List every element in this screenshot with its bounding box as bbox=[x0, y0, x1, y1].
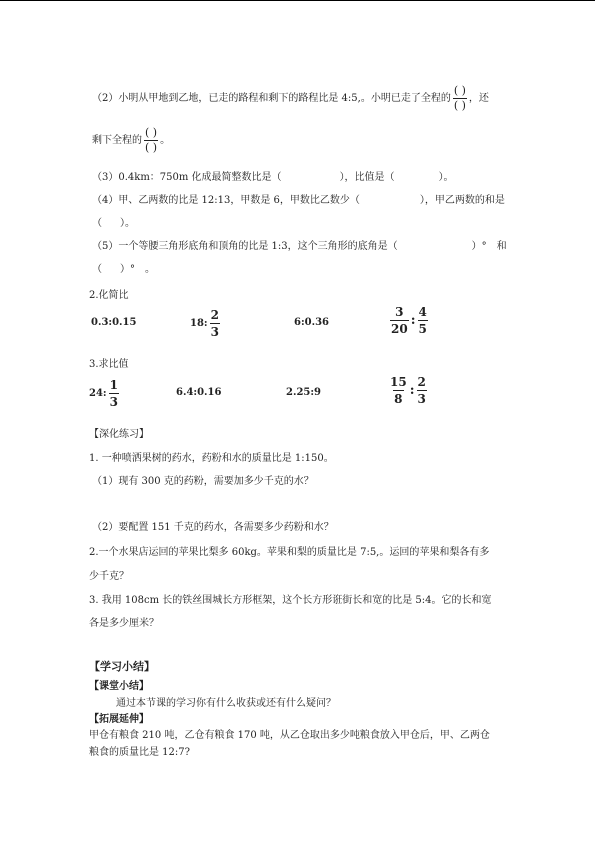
blank-fraction bbox=[144, 126, 158, 155]
numerator: 4 bbox=[418, 305, 427, 319]
deep-problem-2-line-2: 少千克？ bbox=[89, 571, 129, 582]
question-3 bbox=[92, 171, 454, 185]
fraction-denominator-blank: ( ) bbox=[453, 99, 466, 112]
denominator: 3 bbox=[109, 395, 118, 409]
q4-text-d: ）。 bbox=[120, 218, 135, 229]
question-4-line-2 bbox=[92, 217, 135, 231]
numerator: 15 bbox=[390, 375, 407, 389]
q5-text-a: （5）一个等腰三角形底角和顶角的比是 1:3，这个三角形的底角是（ bbox=[92, 241, 398, 252]
fraction-numerator-blank: ( ) bbox=[145, 126, 158, 139]
numerator: 2 bbox=[417, 375, 426, 389]
fraction bbox=[390, 304, 409, 337]
deepening-practice-title: 【深化练习】 bbox=[89, 429, 149, 440]
fraction bbox=[418, 304, 428, 337]
deep-problem-3-line-1: 3. 我用 108cm 长的铁丝围城长方形框架，这个长方形诳街长和宽的比是 5:4。它的长和宽 bbox=[89, 595, 492, 606]
deep-problem-1-part-1: （1）现有 300 克的药粉，需要加多少千克的水？ bbox=[92, 476, 314, 487]
q5-text-d: ）° 。 bbox=[120, 264, 155, 275]
deep-problem-1-part-2: （2）要配置 151 千克的药水，各需要多少药粉和水？ bbox=[92, 522, 334, 533]
q3-text-b: ），比值是（ bbox=[339, 172, 395, 183]
expr-prefix: 24: bbox=[89, 388, 107, 399]
class-summary-title: 【课堂小结】 bbox=[89, 681, 149, 692]
numerator: 3 bbox=[395, 305, 404, 319]
denominator: 20 bbox=[391, 322, 408, 336]
denominator: 3 bbox=[210, 325, 219, 339]
extension-text-line-2: 粮食的质量比是 12:7? bbox=[89, 747, 190, 758]
ratio-value-expr-4 bbox=[387, 374, 429, 407]
ratio-value-expr-2: 6.4:0.16 bbox=[176, 387, 222, 398]
q3-text-c: ）。 bbox=[438, 172, 454, 183]
question-5-line-1 bbox=[92, 240, 507, 254]
question-5-line-2 bbox=[92, 263, 155, 277]
learning-summary-title: 【学习小结】 bbox=[89, 660, 155, 673]
class-summary-text: 通过本节课的学习你有什么收获或还有什么疑问？ bbox=[116, 698, 336, 709]
q5-text-c: （ bbox=[92, 264, 102, 275]
question-4-line-1 bbox=[92, 194, 505, 208]
denominator: 3 bbox=[417, 392, 426, 406]
ratio-value-expr-3: 2.25:9 bbox=[286, 387, 322, 398]
q4-text-b: ），甲乙两数的和是 bbox=[419, 195, 505, 206]
simplify-expr-1: 0.3:0.15 bbox=[91, 317, 137, 328]
section-2-title: 2.化简比 bbox=[89, 290, 129, 301]
fraction-numerator-blank: ( ) bbox=[453, 84, 466, 97]
deep-problem-2-line-1: 2.一个水果店运回的苹果比梨多 60kg。苹果和梨的质量比是 7:5,。运回的苹果和梨各有多 bbox=[89, 547, 490, 558]
simplify-expr-3: 6:0.36 bbox=[294, 317, 330, 328]
q4-text-a: （4）甲、乙两数的比是 12:13，甲数是 6，甲数比乙数少（ bbox=[92, 195, 360, 206]
q2-text-d: 。 bbox=[160, 134, 171, 146]
page-top-rule bbox=[0, 0, 595, 1]
q5-text-b: ）° 和 bbox=[471, 241, 507, 252]
expr-prefix: 18: bbox=[190, 318, 208, 329]
numerator: 2 bbox=[210, 308, 219, 322]
q2-text-b: ，还 bbox=[468, 92, 489, 104]
denominator: 8 bbox=[394, 392, 403, 406]
fraction-denominator-blank: ( ) bbox=[145, 141, 158, 154]
extension-text-line-1: 甲仓有粮食 210 吨，乙仓有粮食 170 吨，从乙仓取出多少吨粮食放入甲仓后，甲、乙两仓 bbox=[89, 730, 490, 741]
simplify-expr-2 bbox=[190, 307, 222, 340]
numerator: 1 bbox=[109, 378, 118, 392]
deep-problem-3-line-2: 各是多少厘米？ bbox=[89, 618, 159, 629]
q3-text-a: （3）0.4km：750m 化成最简整数比是（ bbox=[92, 172, 282, 183]
fraction bbox=[210, 307, 220, 340]
section-3-title: 3.求比值 bbox=[89, 359, 129, 370]
q4-text-c: （ bbox=[92, 218, 102, 229]
fraction bbox=[417, 374, 427, 407]
fraction bbox=[389, 374, 408, 407]
q2-text-c: 剩下全程的 bbox=[92, 134, 142, 146]
ratio-colon: : bbox=[410, 313, 416, 328]
blank-fraction bbox=[453, 84, 467, 113]
simplify-expr-4 bbox=[388, 304, 430, 337]
ratio-value-expr-1 bbox=[89, 377, 121, 410]
deep-problem-1: 1. 一种喷洒果树的药水，药粉和水的质量比是 1:150。 bbox=[89, 453, 334, 464]
q2-text-a: （2）小明从甲地到乙地，已走的路程和剩下的路程比是 4:5,。小明已走了全程的 bbox=[92, 92, 451, 104]
denominator: 5 bbox=[418, 322, 427, 336]
fraction bbox=[109, 377, 119, 410]
question-2-line-1 bbox=[92, 84, 489, 113]
question-2-line-2 bbox=[92, 126, 170, 155]
extension-title: 【拓展延伸】 bbox=[89, 714, 149, 725]
ratio-colon: : bbox=[409, 383, 415, 398]
